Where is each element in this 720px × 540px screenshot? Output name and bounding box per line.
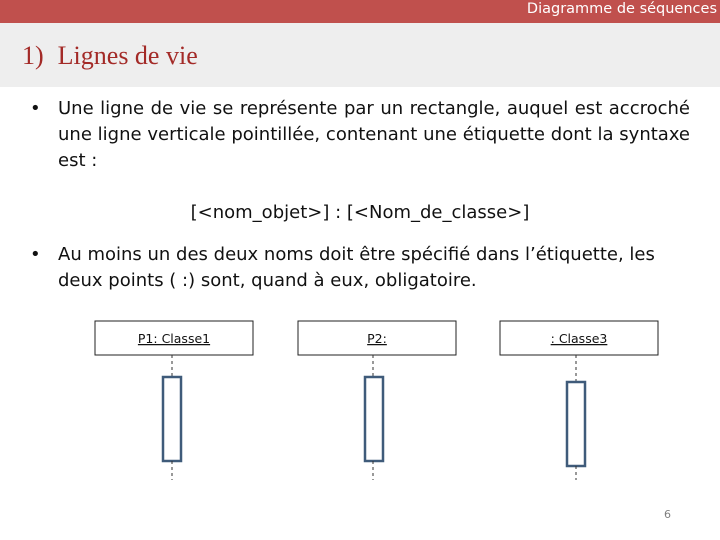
bullet-text: Au moins un des deux noms doit être spécifié dans l’étiquette, les deux points ( :) sont, quand à eux, obligatoire. — [58, 244, 655, 291]
syntax-example: [<nom_objet>] : [<Nom_de_classe>] — [190, 202, 530, 223]
section-title: Diagramme de séquences — [526, 1, 717, 17]
bullet-dot: • — [30, 244, 41, 265]
slide-title-text: Lignes de vie — [57, 41, 198, 70]
activation-bar — [163, 377, 181, 461]
slide-title-number: 1) — [22, 41, 44, 70]
bullet-dot: • — [30, 98, 41, 119]
lifeline-2 — [298, 321, 456, 480]
activation-bar — [567, 382, 585, 466]
lifeline-label: P2: — [367, 331, 387, 346]
bullet-text: Une ligne de vie se représente par un rectangle, auquel est accroché une ligne verticale pointillée, contenant une étiquette dont la syntaxe est : — [58, 98, 690, 171]
lifeline-label: : Classe3 — [550, 331, 608, 346]
lifeline-label: P1: Classe1 — [137, 331, 211, 346]
lifeline-3 — [500, 321, 658, 480]
lifeline-1 — [95, 321, 253, 480]
activation-bar — [365, 377, 383, 461]
page-number: 6 — [664, 508, 671, 521]
